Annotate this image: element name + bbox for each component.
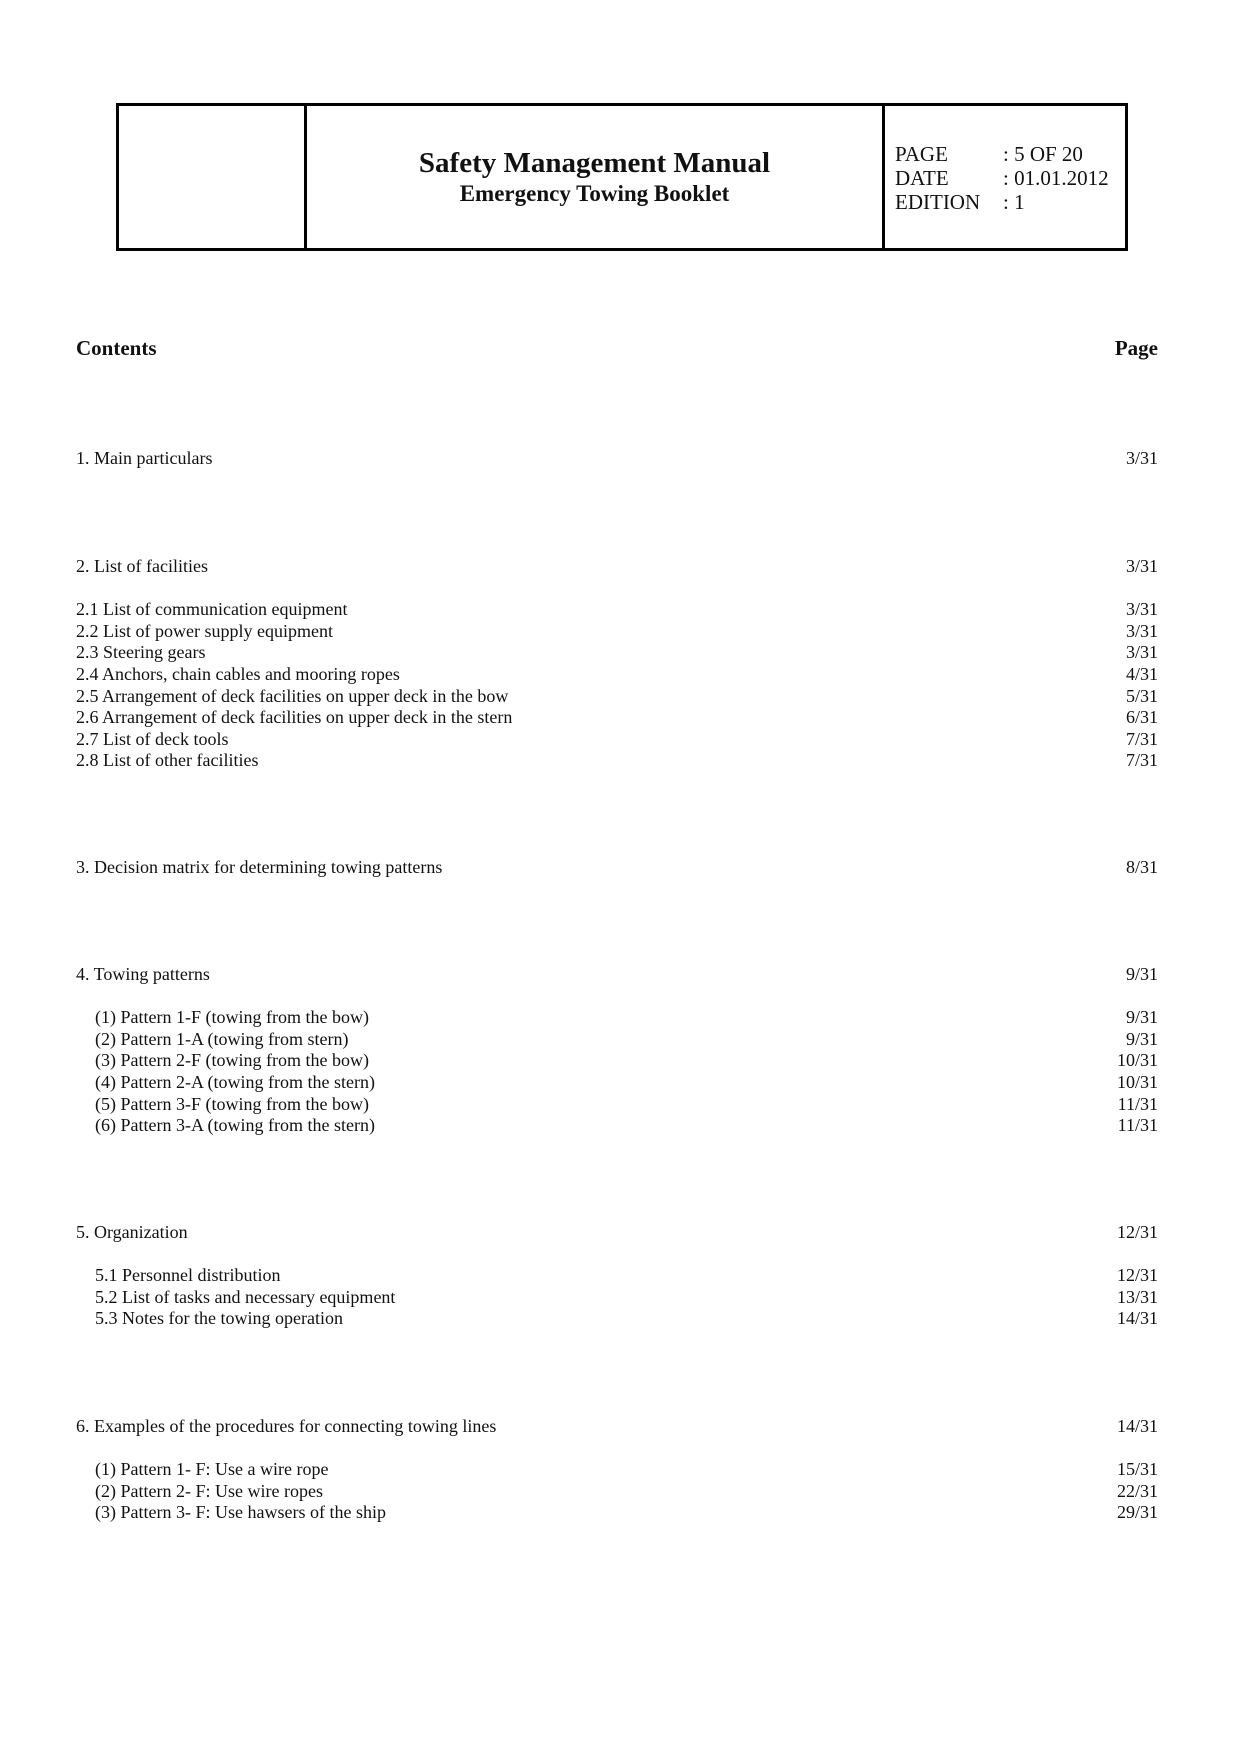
toc-subentry bbox=[0, 1028, 1239, 1050]
toc-entry-label: 5. Organization bbox=[76, 1222, 188, 1242]
toc-entry-page: 14/31 bbox=[1116, 1416, 1158, 1436]
toc-subentry bbox=[0, 1264, 1239, 1286]
toc-subentry bbox=[0, 1049, 1239, 1071]
page-info bbox=[895, 142, 1125, 166]
contents-heading: Contents bbox=[76, 336, 157, 360]
toc-subentry-label: (1) Pattern 1- F: Use a wire rope bbox=[95, 1459, 329, 1479]
toc-subentry bbox=[0, 1093, 1239, 1115]
toc-subentry bbox=[0, 1480, 1239, 1502]
toc-subentry bbox=[0, 1114, 1239, 1136]
toc-subentry bbox=[0, 1501, 1239, 1523]
toc-subentry-page: 14/31 bbox=[1116, 1308, 1158, 1328]
toc-subentry-page: 15/31 bbox=[1116, 1459, 1158, 1479]
toc-subentry bbox=[0, 641, 1239, 663]
toc-entry-4 bbox=[0, 963, 1239, 985]
toc-subentry-page: 29/31 bbox=[1116, 1502, 1158, 1522]
toc-entry-page: 3/31 bbox=[1125, 448, 1158, 468]
toc-subentry-label: 2.2 List of power supply equipment bbox=[76, 621, 333, 641]
toc-subentry bbox=[0, 663, 1239, 685]
title-cell bbox=[307, 106, 885, 248]
toc-subentry-label: 2.8 List of other facilities bbox=[76, 750, 259, 770]
toc-entry-label: 3. Decision matrix for determining towing patterns bbox=[76, 857, 443, 877]
booklet-subtitle: Emergency Towing Booklet bbox=[459, 181, 730, 206]
toc-subentry-label: 2.6 Arrangement of deck facilities on upper deck in the stern bbox=[76, 707, 513, 727]
page-value: : 5 OF 20 bbox=[1003, 142, 1083, 166]
toc-entry-6 bbox=[0, 1415, 1239, 1437]
toc-entry-label: 1. Main particulars bbox=[76, 448, 213, 468]
toc-subentry-label: (4) Pattern 2-A (towing from the stern) bbox=[95, 1072, 375, 1092]
toc-subentry-label: 2.3 Steering gears bbox=[76, 642, 206, 662]
toc-subentry-page: 13/31 bbox=[1116, 1287, 1158, 1307]
toc-subentry bbox=[0, 685, 1239, 707]
toc-entry-page: 8/31 bbox=[1125, 857, 1158, 877]
document-header bbox=[116, 103, 1128, 251]
toc-subentry-page: 10/31 bbox=[1116, 1072, 1158, 1092]
toc-subentry-label: (2) Pattern 2- F: Use wire ropes bbox=[95, 1481, 323, 1501]
toc-subentry-page: 7/31 bbox=[1125, 729, 1158, 749]
toc-subentry-label: 5.2 List of tasks and necessary equipment bbox=[95, 1287, 396, 1307]
toc-subentry bbox=[0, 598, 1239, 620]
edition-value: : 1 bbox=[1003, 190, 1025, 214]
logo-cell bbox=[119, 106, 307, 248]
toc-entry-1 bbox=[0, 447, 1239, 469]
toc-subentry-label: (6) Pattern 3-A (towing from the stern) bbox=[95, 1115, 375, 1135]
toc-subentry-label: (3) Pattern 3- F: Use hawsers of the ship bbox=[95, 1502, 386, 1522]
toc-subentry-label: 5.1 Personnel distribution bbox=[95, 1265, 281, 1285]
toc-subentry-page: 12/31 bbox=[1116, 1265, 1158, 1285]
toc-entry-3 bbox=[0, 856, 1239, 878]
toc-entry-page: 12/31 bbox=[1116, 1222, 1158, 1242]
toc-entry-2 bbox=[0, 555, 1239, 577]
toc-entry-label: 2. List of facilities bbox=[76, 556, 208, 576]
meta-cell bbox=[885, 106, 1125, 248]
toc-subentry-page: 3/31 bbox=[1125, 599, 1158, 619]
date-info bbox=[895, 166, 1125, 190]
edition-info bbox=[895, 190, 1125, 214]
toc-subentry bbox=[0, 1071, 1239, 1093]
toc-subentry-label: (2) Pattern 1-A (towing from stern) bbox=[95, 1029, 349, 1049]
toc-subentry-page: 3/31 bbox=[1125, 621, 1158, 641]
toc-subentry bbox=[0, 1006, 1239, 1028]
toc-subentry-page: 4/31 bbox=[1125, 664, 1158, 684]
toc-subentry bbox=[0, 728, 1239, 750]
toc-subentry bbox=[0, 706, 1239, 728]
toc-subentry-page: 6/31 bbox=[1125, 707, 1158, 727]
toc-entry-label: 6. Examples of the procedures for connecting towing lines bbox=[76, 1416, 497, 1436]
manual-title: Safety Management Manual bbox=[418, 147, 771, 179]
toc-entry-5 bbox=[0, 1221, 1239, 1243]
page-label: PAGE bbox=[895, 142, 948, 166]
toc-entry-page: 3/31 bbox=[1125, 556, 1158, 576]
toc-subentry-label: (3) Pattern 2-F (towing from the bow) bbox=[95, 1050, 369, 1070]
toc-subentry bbox=[0, 1307, 1239, 1329]
toc-subentry-page: 22/31 bbox=[1116, 1481, 1158, 1501]
page-column-heading: Page bbox=[1114, 336, 1158, 360]
toc-subentry-page: 11/31 bbox=[1117, 1094, 1158, 1114]
toc-subentry-page: 9/31 bbox=[1125, 1007, 1158, 1027]
toc-subentry-page: 9/31 bbox=[1125, 1029, 1158, 1049]
toc-subentry-label: (5) Pattern 3-F (towing from the bow) bbox=[95, 1094, 369, 1114]
edition-label: EDITION bbox=[895, 190, 981, 214]
toc-subentry-page: 10/31 bbox=[1116, 1050, 1158, 1070]
date-label: DATE bbox=[895, 166, 949, 190]
toc-subentry bbox=[0, 749, 1239, 771]
toc-subentry-label: (1) Pattern 1-F (towing from the bow) bbox=[95, 1007, 369, 1027]
toc-subentry bbox=[0, 1458, 1239, 1480]
toc-subentry-label: 2.5 Arrangement of deck facilities on upper deck in the bow bbox=[76, 686, 509, 706]
toc-subentry-label: 2.4 Anchors, chain cables and mooring ropes bbox=[76, 664, 400, 684]
toc-subentry-label: 2.1 List of communication equipment bbox=[76, 599, 348, 619]
toc-subentry-label: 2.7 List of deck tools bbox=[76, 729, 229, 749]
toc-subentry-page: 11/31 bbox=[1117, 1115, 1158, 1135]
toc-subentry-page: 3/31 bbox=[1125, 642, 1158, 662]
toc-subentry bbox=[0, 620, 1239, 642]
date-value: : 01.01.2012 bbox=[1003, 166, 1109, 190]
toc-subentry bbox=[0, 1286, 1239, 1308]
toc-entry-label: 4. Towing patterns bbox=[76, 964, 210, 984]
toc-entry-page: 9/31 bbox=[1125, 964, 1158, 984]
toc-subentry-page: 5/31 bbox=[1125, 686, 1158, 706]
toc-subentry-label: 5.3 Notes for the towing operation bbox=[95, 1308, 343, 1328]
toc-subentry-page: 7/31 bbox=[1125, 750, 1158, 770]
